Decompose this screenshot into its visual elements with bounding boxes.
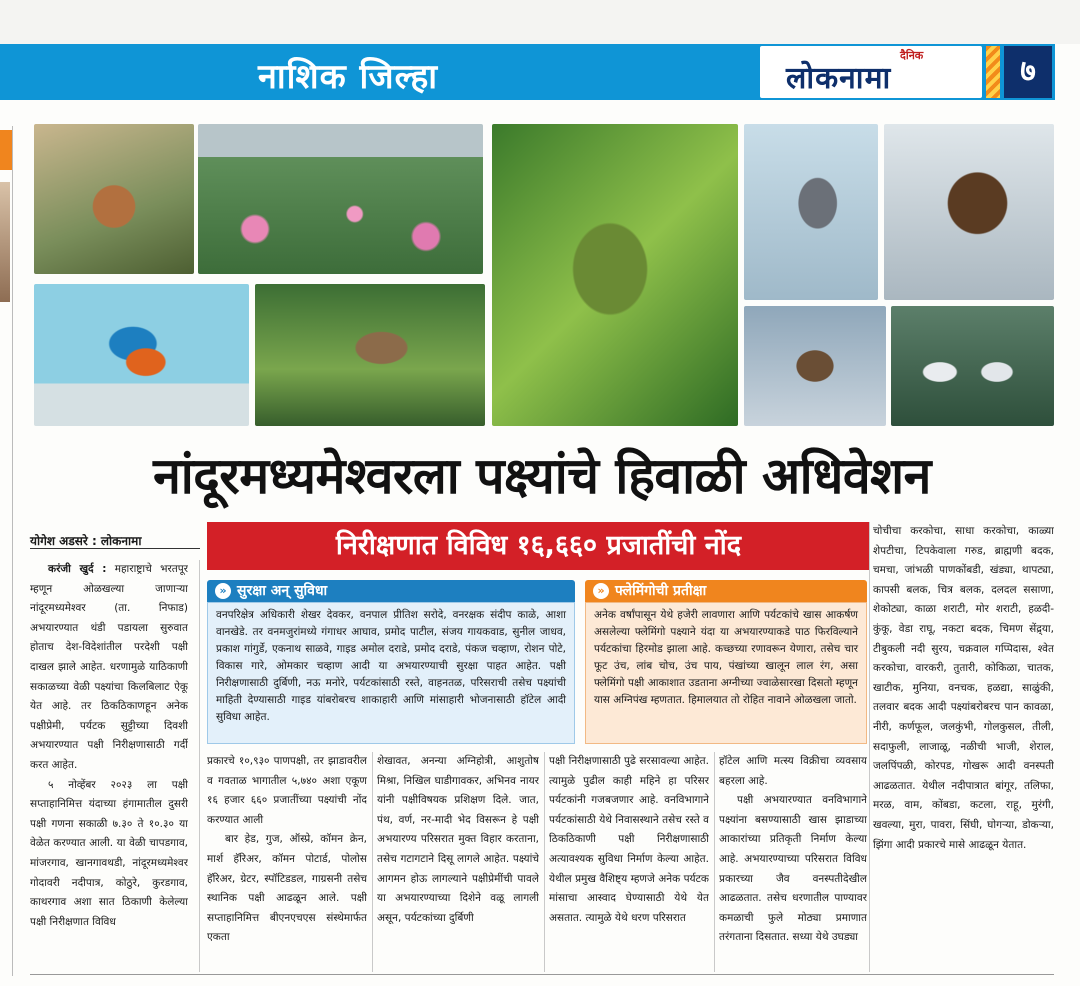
column-divider (869, 522, 870, 972)
security-box-header (207, 580, 575, 602)
page-number: ७ (1004, 46, 1052, 98)
article-subheading: निरीक्षणात विविध १६,६६० प्रजातींची नोंद (207, 522, 870, 570)
duck-in-flight-photo (744, 124, 878, 300)
logo-stripes (986, 46, 1000, 98)
pond-heron-photo (255, 284, 485, 426)
article-paragraph: पक्षी निरीक्षणासाठी पुढे सरसावल्या आहेत. त्यामुळे पुढील काही महिने हा परिसर पर्यटकांनी गजबजणार आहे. वनविभागाने पर्यटकांसाठी येथे निवासस्थाने तसेच रस्ते व ठिकठिकाणी पक्षी निरीक्षणासाठी अत्यावश्यक सुविधा निर्माण केल्या आहेत. येथील प्रमुख वैशिष्ट्य म्हणजे अनेक पर्यटक मांसाचा आस्वाद घेण्यासाठी येथे येत असतात. त्यामुळे येथे धरण परिसरात (549, 755, 709, 924)
prev-page-photo-fragment (0, 182, 10, 302)
dateline: करंजी खुर्द : (48, 563, 107, 575)
article-column-4 (549, 752, 709, 972)
lotus-wetland-photo (198, 124, 483, 274)
article-column-5 (719, 752, 867, 972)
byline-rule (30, 548, 200, 549)
article-paragraph (30, 560, 188, 776)
article-column-6 (873, 522, 1054, 972)
article-headline: नांदूरमध्यमेश्वरला पक्ष्यांचे हिवाळी अधिवेशन (153, 447, 931, 505)
security-box-text: वनपरिक्षेत्र अधिकारी शेखर देवकर, वनपाल प्रीतिश सरोदे, वनरक्षक संदीप काळे, आशा वानखेडे. तर वनमजुरांमध्ये गंगाधर आघाव, प्रमोद पाटील, संजय गायकवाड, सुनील जाधव, प्रकाश गांगुर्डे, एकनाथ साळवे, गाइड अमोल दराडे, प्रमोद दराडे, पंकज चव्हाण, रोशन पोटे, विकास गारे, ओमकार चव्हाण आदी या अभयारण्याची सुरक्षा पाहत आहेत. पक्षी निरीक्षणासाठी दुर्बिणी, नऊ मनोरे, पर्यटकांसाठी रस्ते, वाहनतळ, परिसराची तसेच पक्ष्यांची माहिती देण्यासाठी गाइड यांबरोबरच शाकाहारी आणि मांसाहारी भोजनासाठी हॉटेल आदी सुविधा आहेत. (207, 602, 575, 744)
logo-wordmark: लोकनामा (786, 61, 892, 96)
column-divider (372, 752, 373, 972)
article-paragraph: बार हेड, गुज, ऑस्प्रे, कॉमन क्रेन, मार्श हॅरिअर, कॉमन पोटार्ड, पोलोस हॅरिअर, ग्रेटर, स्पॉटिडडल, गाग्रसनी तसेच स्थानिक पक्षी आढळून आले. पक्षी सप्ताहानिमित्त बीएनएचएस संस्थेमार्फत एकता (207, 833, 367, 944)
grasshopper-photo (492, 124, 738, 426)
article-paragraph: पक्षी अभयारण्यात वनविभागाने पक्ष्यांना बसण्यासाठी खास झाडाच्या आकारांच्या प्रतिकृती निर्माण केल्या आहे. अभयारण्याच्या परिसरात विविध प्रकारच्या जैव वनस्पतीदेखील आढळतात. तसेच धरणातील पाण्यावर कमळाची फुले मोठ्या प्रमाणात तरंगताना दिसतात. सध्या येथे उघड्या (719, 794, 867, 944)
eagle-perched-photo (884, 124, 1054, 300)
article-byline: योगेश अडसरे : लोकनामा (30, 534, 142, 548)
article-paragraph: हॉटेल आणि मत्स्य विक्रीचा व्यवसाय बहरला आहे. (719, 755, 867, 787)
flamingo-box-header (585, 580, 867, 602)
kingfisher-photo (34, 284, 249, 426)
article-paragraph: प्रकारचे १०,९३० पाणपक्षी, तर झाडावरील व गवताळ भागातील ५,७४० अशा एकूण १६ हजार ६६० प्रजातींच्या पक्ष्यांची नोंद करण्यात आली (207, 755, 367, 826)
cranes-photo (891, 306, 1054, 426)
flamingo-box-title: फ्लेमिंगोची प्रतीक्षा (615, 583, 707, 599)
page-bottom-rule (30, 974, 1054, 975)
article-paragraph: ५ नोव्हेंबर २०२३ ला पक्षी सप्ताहानिमित्त यंदाच्या हंगामातील दुसरी पक्षी गणना सकाळी ७.३० ते १०.३० या वेळेत करण्यात आली. या वेळी चापडगाव, मांजरगाव, खानगावथडी, नांदूरमध्यमेश्वर गोदावरी नदीपात्र, कोठुरे, कुरडगाव, काथरगाव अशा सात ठिकाणी केलेल्या पक्षी निरीक्षणात विविध (30, 778, 188, 928)
prev-page-fragment (0, 130, 12, 170)
article-paragraph: शेखावत, अनन्या अग्निहोत्री, आशुतोष मिश्रा, निखिल घाडीगावकर, अभिनव नायर यांनी पक्षीविषयक प्रशिक्षण दिले. जात, पंथ, वर्ण, नर-मादी भेद विसरून हे पक्षी अभयारण्य परिसरात मुक्त विहार करताना, तसेच गटागटाने दिसू लागले आहेत. पक्ष्यांचे आगमन होऊ लागल्याने पक्षीप्रेमींची पावले या अभयारण्याच्या दिशेने वळू लागली असून, पर्यटकांच्या दुर्बिणी (377, 755, 539, 924)
section-title: नाशिक जिल्हा (258, 57, 439, 97)
column-divider (714, 752, 715, 972)
left-page-divider (12, 126, 13, 976)
double-chevron-icon: » (593, 583, 609, 599)
bluethroat-bird-photo (34, 124, 194, 274)
logo-tagline: दैनिक (900, 49, 924, 62)
security-box-title: सुरक्षा अन्‌ सुविधा (237, 583, 328, 599)
article-paragraph: चोचीचा करकोचा, साधा करकोचा, काळ्या शेपटीचा, टिपकेवाला गरुड, ब्राह्मणी बदक, चमचा, जांभळी पाणकोंबडी, खंड्या, थापट्या, कापसी बलक, चित्र बलक, दलदल ससाणा, शेकोट्या, काळा शराटी, मोर शराटी, हळदी-कुंकू, वेडा राघू, नकटा बदक, चिमण सेंद्र्या, टीबुकली नदी सुरय, चक्रवाल गप्पिदास, श्वेत करकोचा, वारकरी, तुतारी, कोकिळा, चातक, खाटीक, मुनिया, वनचक, हळद्या, साळुंकी, तलवार बदक आदी पक्ष्यांबरोबरच पान कावळा, नीरी, कर्णफूल, जलकुंभी, गोलकुसल, तीली, सदाफुली, लाजाळू, नळीची भाजी, शेराल, जलपिंपळी, कोरपड, गोखरू आदी वनस्पती आढळतात. येथील नदीपात्रात बांगूर, तलिफा, मरळ, वाम, कोंबडा, कटला, राहू, मुरंगी, खवल्या, मुरा, पावरा, सिंघी, घोगऱ्या, डोकऱ्या, झिंगा आदी प्रकारचे मासे आढळून येतात. (873, 525, 1054, 851)
flamingo-box-text: अनेक वर्षांपासून येथे हजेरी लावणारा आणि पर्यटकांचे खास आकर्षण असलेल्या फ्लेमिंगो पक्ष्याने यंदा या अभयारण्याकडे पाठ फिरविल्याने पर्यटकांचा हिरमोड झाला आहे. कच्छच्या रणावरून येणारा, तसेच चार फूट उंच, लांब चोच, उंच पाय, पंखांच्या खालून लाल रंग, असा फ्लेमिंगो पक्षी आकाशात उडताना अग्नीच्या ज्वाळेसारखा दिसतो म्हणून यास अग्निपंख म्हणतात. हिमालयात तो रोहित नावाने ओळखला जातो. (585, 602, 867, 744)
article-column-2 (207, 752, 367, 972)
column-divider (544, 752, 545, 972)
double-chevron-icon: » (215, 583, 231, 599)
paragraph-text: महाराष्ट्राचे भरतपूर म्हणून ओळखल्या जाणाऱ्या नांदूरमध्यमेश्वर (ता. निफाड) अभयारण्यात थंडी पडायला सुरुवात होताच देश-विदेशांतील परदेशी पक्षी दाखल झाले आहेत. धरणामुळे याठिकाणी सकाळच्या वेळी पक्ष्यांचा किलबिलाट ऐकू येत आहे. तर ठिकठिकाणहून अनेक पक्षीप्रेमी, पर्यटक सुट्टीच्या दिवशी अभयारण्यात पक्षी निरीक्षणासाठी गर्दी करत आहेत. (30, 563, 188, 771)
article-column-3 (377, 752, 539, 972)
column-divider (199, 560, 200, 972)
top-strip (0, 0, 1080, 44)
article-column-1 (30, 560, 188, 972)
harrier-in-flight-photo (744, 306, 886, 426)
